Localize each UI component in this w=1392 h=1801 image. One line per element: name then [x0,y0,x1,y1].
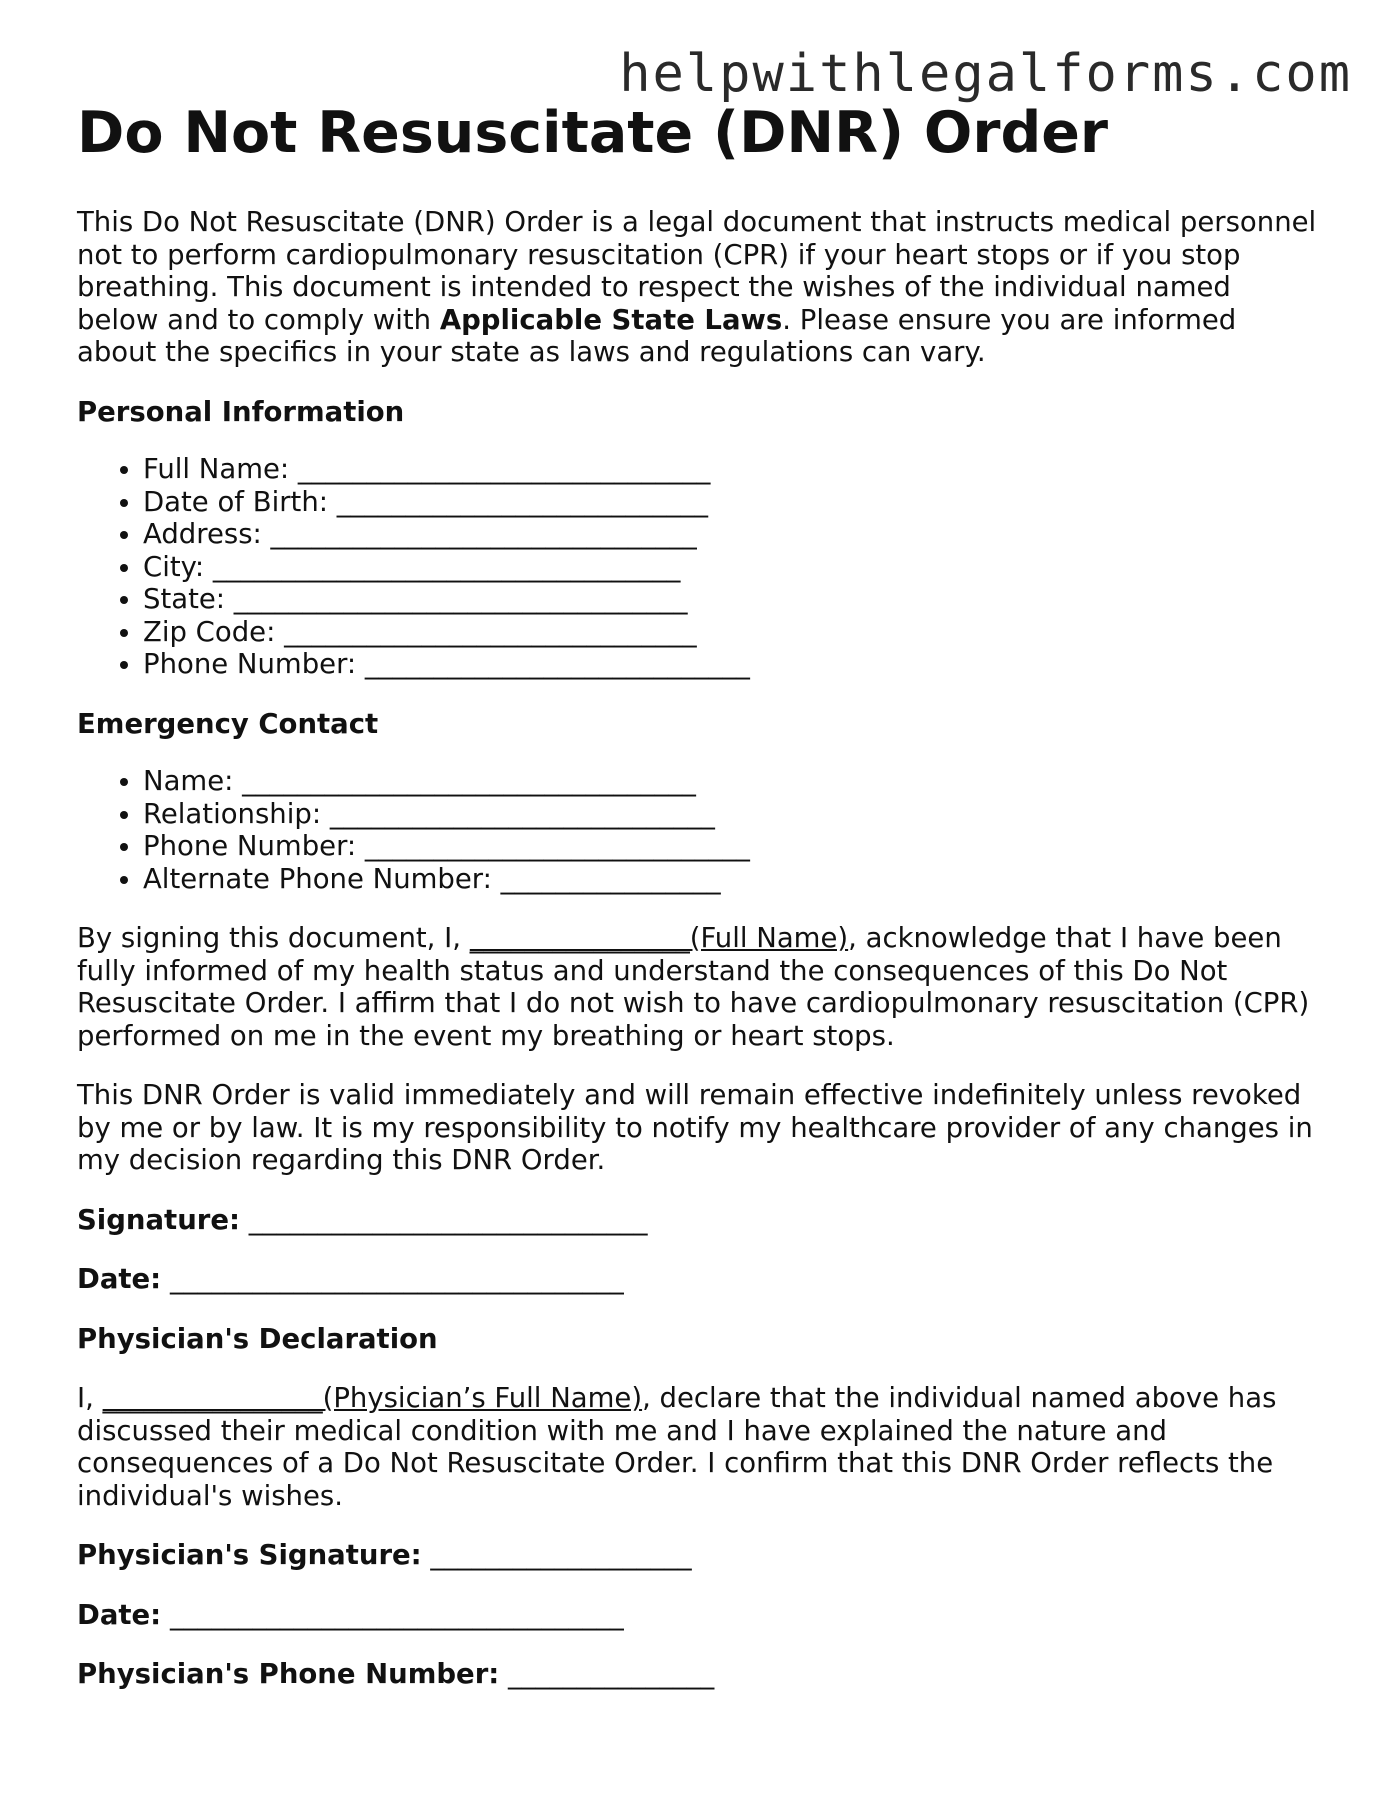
personal-information-list [77,453,1317,681]
physician-signature-label: Physician's Signature: [77,1539,422,1571]
state-field[interactable]: • State: _________________________________ [143,583,1317,616]
zip-code-field[interactable]: • Zip Code: ______________________________ [143,616,1317,649]
date-line[interactable] [77,1263,1317,1296]
physician-phone-blank[interactable]: _______________ [508,1658,715,1690]
relationship-field[interactable]: • Relationship: ____________________________ [143,798,1317,831]
applicable-state-laws: Applicable State Laws [439,303,783,336]
ack-text-end: , acknowledge that I have been fully informed of my health status and understand the consequences of this Do Not Resuscitate Order. I affirm that I do not wish to have cardiopulmonary resuscitation (CPR) performed on me in the event my breathing or heart stops. [77,922,1310,1052]
physician-date-blank[interactable]: _________________________________ [169,1598,624,1631]
contact-name-field[interactable]: • Name: _________________________________ [143,765,1317,798]
physician-text-end: , declare that the individual named above has discussed their medical condition with me and I have explained the nature and consequences of a Do Not Resuscitate Order. I confirm that this DNR Order reflects the individual's wishes. [77,1382,1277,1512]
personal-information-heading: Personal Information [77,395,405,428]
alternate-phone-field[interactable]: • Alternate Phone Number: ________________ [143,863,1317,896]
physician-phone-line[interactable] [77,1658,1317,1691]
contact-phone-field[interactable]: • Phone Number: ____________________________ [143,830,1317,863]
signature-blank[interactable]: _____________________________ [248,1203,648,1236]
acknowledgement-paragraph [77,922,1317,1052]
date-of-birth-field[interactable]: • Date of Birth: ___________________________ [143,486,1317,519]
phone-number-field[interactable]: • Phone Number: ____________________________ [143,648,1317,681]
address-field[interactable]: • Address: _______________________________ [143,518,1317,551]
validity-paragraph: This DNR Order is valid immediately and will remain effective indefinitely unless revoked by me or by law. It is my responsibility to notify my healthcare provider of any changes in my decision regarding this DNR Order. [77,1079,1313,1176]
physician-phone-label: Physician's Phone Number: [77,1658,500,1690]
full-name-field[interactable]: • Full Name: ______________________________ [143,453,1317,486]
city-field[interactable]: • City: __________________________________ [143,551,1317,584]
date-label: Date: [77,1263,162,1295]
full-name-blank[interactable]: ________________(Full Name) [469,922,849,954]
date-blank[interactable]: _________________________________ [169,1263,624,1295]
intro-text-end: . Please ensure you are informed about the specifics in your state as laws and regulations can vary. [77,303,1237,368]
physician-text-start: I, [77,1382,103,1414]
physician-signature-blank[interactable]: ___________________ [430,1539,692,1571]
physician-declaration-heading: Physician's Declaration [77,1322,438,1355]
emergency-contact-heading: Emergency Contact [77,707,379,740]
physician-declaration-paragraph [77,1382,1317,1512]
signature-label: Signature: [77,1203,240,1236]
physician-date-label: Date: [77,1598,162,1631]
site-watermark: helpwithlegalforms.com [619,44,1352,104]
emergency-contact-list [77,765,1317,895]
ack-text-start: By signing this document, I, [77,922,470,954]
physician-date-line[interactable] [77,1599,1317,1632]
physician-signature-line[interactable] [77,1539,1317,1572]
physician-name-blank[interactable]: ________________(Physician’s Full Name) [102,1382,643,1414]
document-title: Do Not Resuscitate (DNR) Order [77,100,1109,166]
document-page [77,98,1317,1691]
signature-line[interactable] [77,1204,1317,1237]
intro-text-start: This Do Not Resuscitate (DNR) Order is a legal document that instructs medical personnel not to perform cardiopulmonary resuscitation (CPR) if your heart stops or if you stop breathing. This document is intended to respect the wishes of the individual named below and to comply with [77,206,1317,336]
intro-paragraph [77,206,1317,369]
